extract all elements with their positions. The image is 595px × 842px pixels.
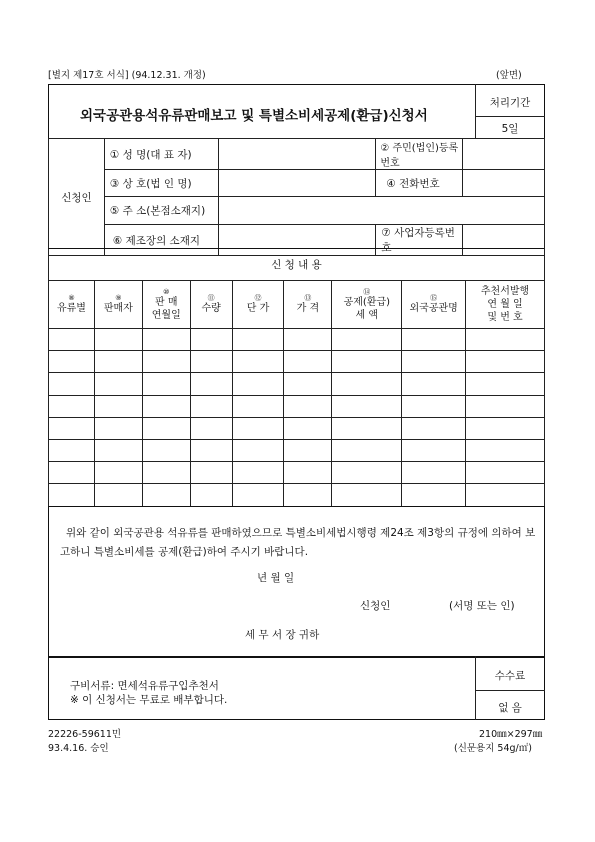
column-header: ⑫ 단 가 bbox=[232, 281, 284, 329]
column-header: ⑪ 수량 bbox=[190, 281, 232, 329]
table-cell[interactable] bbox=[284, 395, 332, 417]
table-cell[interactable] bbox=[402, 462, 466, 484]
table-cell[interactable] bbox=[190, 484, 232, 506]
address-field[interactable] bbox=[218, 197, 544, 225]
recipient-line: 세 무 서 장 귀하 bbox=[245, 629, 320, 641]
table-cell[interactable] bbox=[232, 329, 284, 351]
phone-field[interactable] bbox=[463, 170, 545, 197]
application-date: 년 월 일 bbox=[257, 572, 295, 584]
table-cell[interactable] bbox=[142, 329, 190, 351]
table-cell[interactable] bbox=[284, 439, 332, 461]
processing-period-label: 처리기간 bbox=[489, 97, 531, 109]
table-cell[interactable] bbox=[284, 484, 332, 506]
applicant-table bbox=[48, 138, 545, 256]
resident-number-label: ② 주민(법인)등록번호 bbox=[376, 139, 463, 170]
table-cell[interactable] bbox=[94, 373, 142, 395]
table-cell[interactable] bbox=[232, 417, 284, 439]
table-cell[interactable] bbox=[332, 484, 402, 506]
form-title: 외국공관용석유류판매보고 및 특별소비세공제(환급)신청서 bbox=[80, 108, 428, 124]
column-header: ⑩ 판 매 연월일 bbox=[142, 281, 190, 329]
fee-label: 수수료 bbox=[494, 670, 526, 682]
items-header-row bbox=[49, 281, 545, 329]
table-cell[interactable] bbox=[49, 484, 95, 506]
table-cell[interactable] bbox=[190, 462, 232, 484]
paper-size: 210㎜×297㎜ bbox=[479, 729, 543, 740]
signature-field[interactable]: (서명 또는 인) bbox=[449, 600, 515, 612]
free-distribution-note: ※ 이 신청서는 무료로 배부합니다. bbox=[70, 694, 228, 706]
content-section-header: 신 청 내 용 bbox=[49, 249, 545, 281]
table-cell[interactable] bbox=[466, 484, 545, 506]
table-cell[interactable] bbox=[466, 462, 545, 484]
table-cell[interactable] bbox=[466, 417, 545, 439]
table-cell[interactable] bbox=[190, 351, 232, 373]
table-cell[interactable] bbox=[232, 395, 284, 417]
table-cell[interactable] bbox=[49, 329, 95, 351]
factory-location-label: ⑥ 제조장의 소재지 bbox=[104, 225, 218, 256]
table-cell[interactable] bbox=[142, 484, 190, 506]
table-cell[interactable] bbox=[284, 329, 332, 351]
table-cell[interactable] bbox=[190, 395, 232, 417]
table-cell[interactable] bbox=[49, 417, 95, 439]
table-cell[interactable] bbox=[284, 373, 332, 395]
declaration-text: 위와 같이 외국공관용 석유류를 판매하였으므로 특별소비세법시행령 제24조 제3항의 규정에 의하여 보고하니 특별소비세를 공제(환급)하여 주시기 바랍니다. bbox=[60, 527, 536, 558]
column-header: ⑬ 가 격 bbox=[284, 281, 332, 329]
approval-date: 93.4.16. 승인 bbox=[48, 743, 109, 754]
table-cell[interactable] bbox=[190, 417, 232, 439]
table-cell[interactable] bbox=[402, 329, 466, 351]
table-cell[interactable] bbox=[94, 417, 142, 439]
table-cell[interactable] bbox=[332, 439, 402, 461]
column-header: 추천서발행 연 월 일 및 번 호 bbox=[466, 281, 545, 329]
table-row bbox=[49, 373, 545, 395]
table-cell[interactable] bbox=[142, 395, 190, 417]
fee-value: 없 음 bbox=[498, 702, 522, 714]
table-cell[interactable] bbox=[94, 395, 142, 417]
column-header: ⑨ 판매자 bbox=[94, 281, 142, 329]
resident-number-field[interactable] bbox=[463, 139, 545, 170]
table-cell[interactable] bbox=[332, 417, 402, 439]
processing-period-value: 5일 bbox=[501, 123, 519, 135]
column-header: ⑮ 외국공관명 bbox=[402, 281, 466, 329]
table-row bbox=[49, 351, 545, 373]
table-cell[interactable] bbox=[190, 439, 232, 461]
table-cell[interactable] bbox=[466, 329, 545, 351]
applicant-group-label: 신청인 bbox=[49, 139, 105, 256]
table-cell[interactable] bbox=[94, 462, 142, 484]
table-cell[interactable] bbox=[332, 373, 402, 395]
table-cell[interactable] bbox=[142, 439, 190, 461]
table-cell[interactable] bbox=[466, 395, 545, 417]
table-cell[interactable] bbox=[232, 439, 284, 461]
table-row bbox=[49, 417, 545, 439]
table-cell[interactable] bbox=[466, 439, 545, 461]
table-row bbox=[49, 329, 545, 351]
phone-label: ④ 전화번호 bbox=[376, 170, 463, 197]
table-cell[interactable] bbox=[142, 417, 190, 439]
name-field[interactable] bbox=[218, 139, 376, 170]
form-code: 22226-59611민 bbox=[48, 729, 122, 740]
table-cell[interactable] bbox=[232, 351, 284, 373]
items-table bbox=[48, 280, 545, 507]
table-cell[interactable] bbox=[49, 439, 95, 461]
table-cell[interactable] bbox=[232, 484, 284, 506]
table-cell[interactable] bbox=[402, 373, 466, 395]
table-cell[interactable] bbox=[284, 462, 332, 484]
table-cell[interactable] bbox=[332, 329, 402, 351]
table-cell[interactable] bbox=[142, 373, 190, 395]
table-row bbox=[49, 395, 545, 417]
company-label: ③ 상 호(법 인 명) bbox=[104, 170, 218, 197]
required-documents: 구비서류: 면세석유류구입추천서 bbox=[70, 680, 219, 692]
table-cell[interactable] bbox=[332, 395, 402, 417]
table-cell[interactable] bbox=[402, 417, 466, 439]
table-cell[interactable] bbox=[49, 351, 95, 373]
table-cell[interactable] bbox=[94, 329, 142, 351]
business-number-label: ⑦ 사업자등록번호 bbox=[376, 225, 463, 256]
table-cell[interactable] bbox=[332, 462, 402, 484]
table-cell[interactable] bbox=[94, 484, 142, 506]
table-cell[interactable] bbox=[402, 439, 466, 461]
table-cell[interactable] bbox=[94, 439, 142, 461]
table-cell[interactable] bbox=[466, 351, 545, 373]
table-cell[interactable] bbox=[402, 484, 466, 506]
table-row bbox=[49, 484, 545, 506]
paper-type: (신문용지 54g/㎡) bbox=[454, 743, 532, 754]
page-side-label: (앞면) bbox=[496, 70, 522, 81]
table-cell[interactable] bbox=[402, 351, 466, 373]
table-cell[interactable] bbox=[284, 351, 332, 373]
table-cell[interactable] bbox=[466, 373, 545, 395]
table-cell[interactable] bbox=[49, 395, 95, 417]
table-cell[interactable] bbox=[232, 462, 284, 484]
table-cell[interactable] bbox=[190, 373, 232, 395]
table-cell[interactable] bbox=[49, 373, 95, 395]
table-row bbox=[49, 439, 545, 461]
table-cell[interactable] bbox=[49, 462, 95, 484]
form-number: [별지 제17호 서식] (94.12.31. 개정) bbox=[48, 70, 206, 81]
column-header: ⑧ 유류별 bbox=[49, 281, 95, 329]
table-cell[interactable] bbox=[142, 351, 190, 373]
table-cell[interactable] bbox=[332, 351, 402, 373]
name-label: ① 성 명(대 표 자) bbox=[104, 139, 218, 170]
table-cell[interactable] bbox=[232, 373, 284, 395]
address-label: ⑤ 주 소(본점소재지) bbox=[104, 197, 218, 225]
table-cell[interactable] bbox=[284, 417, 332, 439]
signature-applicant-label: 신청인 bbox=[360, 600, 391, 612]
table-cell[interactable] bbox=[190, 329, 232, 351]
table-row bbox=[49, 462, 545, 484]
table-cell[interactable] bbox=[402, 395, 466, 417]
company-field[interactable] bbox=[218, 170, 376, 197]
column-header: ⑭ 공제(환급) 세 액 bbox=[332, 281, 402, 329]
table-cell[interactable] bbox=[94, 351, 142, 373]
table-cell[interactable] bbox=[142, 462, 190, 484]
